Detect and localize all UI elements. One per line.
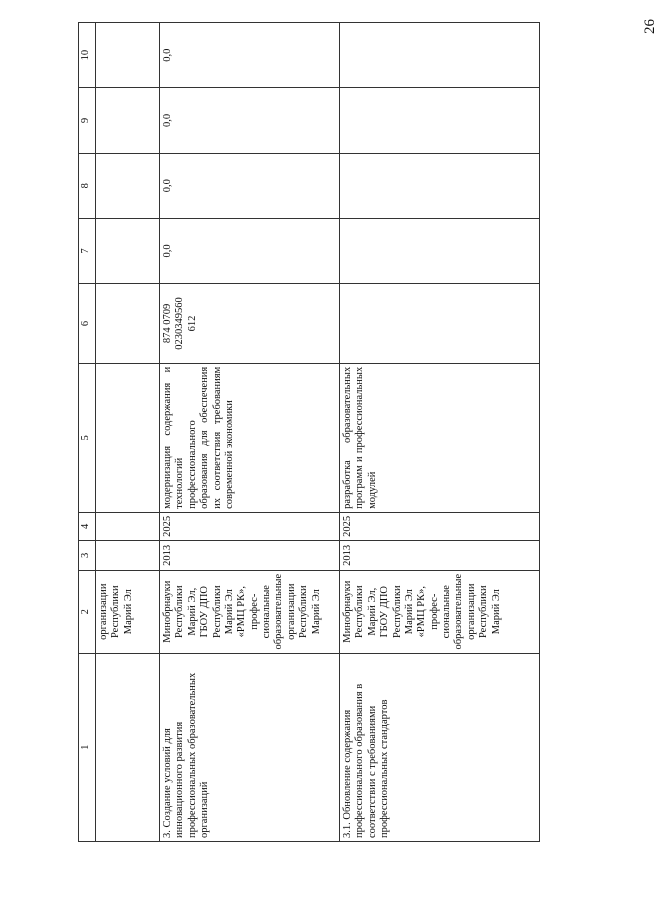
cell-value-9	[340, 88, 540, 153]
cell-line: образовательные	[273, 573, 285, 650]
cell-budget-code	[160, 284, 340, 364]
cell-line: Марий Эл	[490, 589, 502, 635]
cell-line: Марий Эл	[122, 589, 134, 635]
cell-line: Минобрнауки	[162, 580, 173, 643]
cell-line: сиональные	[261, 585, 272, 639]
column-number-row	[79, 23, 96, 842]
cell-line: организации	[465, 583, 477, 640]
cell-line: Республики	[354, 585, 366, 639]
col-header-3: 3	[79, 540, 96, 570]
page-number: 26	[642, 19, 658, 34]
cell-end-year: 2025	[160, 512, 340, 540]
cell-line: 612	[186, 315, 198, 332]
cell-value-9	[96, 88, 160, 153]
cell-line: «РМЦ РК»,	[236, 586, 248, 638]
rotated-sheet	[78, 19, 658, 842]
cell-value-7	[96, 218, 160, 283]
cell-line: Марий Эл,	[366, 587, 378, 636]
cell-executor	[96, 570, 160, 653]
cell-value-7: 0,0	[160, 218, 340, 283]
col-header-10: 10	[79, 23, 96, 88]
program-table	[78, 22, 540, 842]
cell-line: Марий Эл	[223, 589, 235, 635]
cell-line: образовательные	[453, 573, 465, 650]
cell-line: Марий Эл	[403, 589, 415, 635]
cell-value-8: 0,0	[160, 153, 340, 218]
col-header-7: 7	[79, 218, 96, 283]
cell-value-8	[96, 153, 160, 218]
cell-line: Республики	[211, 585, 223, 639]
table-row	[96, 23, 160, 842]
cell-line: ГБОУ ДПО	[379, 585, 391, 638]
cell-line: Республики	[391, 585, 403, 639]
table-row	[160, 23, 340, 842]
cell-value-8	[340, 153, 540, 218]
cell-start-year	[96, 540, 160, 570]
cell-line: Минобрнауки	[342, 580, 353, 643]
cell-executor	[160, 570, 340, 653]
cell-line: Республики	[110, 585, 122, 639]
cell-result: разработка образовательных программ и профессиональных модулей	[340, 363, 540, 512]
cell-end-year	[96, 512, 160, 540]
col-header-6: 6	[79, 284, 96, 364]
cell-line: Марий Эл	[310, 589, 322, 635]
col-header-5: 5	[79, 363, 96, 512]
col-header-8: 8	[79, 153, 96, 218]
col-header-1: 1	[79, 653, 96, 841]
cell-line: Республики	[298, 585, 310, 639]
table-row	[340, 23, 540, 842]
cell-line: профес-	[428, 593, 440, 630]
cell-budget-code	[96, 284, 160, 364]
cell-budget-code	[340, 284, 540, 364]
cell-line: ГБОУ ДПО	[199, 585, 211, 638]
cell-activity: 3. Создание условий для инновационного развития профессиональных образовательных организаций	[160, 653, 340, 841]
col-header-9: 9	[79, 88, 96, 153]
cell-line: организации	[285, 583, 297, 640]
cell-line: 874 0709	[162, 303, 173, 344]
cell-line: профес-	[248, 593, 260, 630]
cell-line: Республики	[478, 585, 490, 639]
cell-line: сиональные	[441, 585, 452, 639]
cell-line: Республики	[174, 585, 186, 639]
cell-executor	[340, 570, 540, 653]
cell-start-year: 2013	[340, 540, 540, 570]
cell-value-7	[340, 218, 540, 283]
cell-line: Марий Эл,	[186, 587, 198, 636]
cell-result	[96, 363, 160, 512]
cell-line: 0230349560	[174, 297, 186, 350]
cell-value-10: 0,0	[160, 23, 340, 88]
cell-value-9: 0,0	[160, 88, 340, 153]
cell-activity	[96, 653, 160, 841]
cell-end-year: 2025	[340, 512, 540, 540]
cell-activity: 3.1. Обновление содержания профессионального образования в соответствии с требованиями профессиональных стандартов	[340, 653, 540, 841]
cell-line: «РМЦ РК»,	[416, 586, 428, 638]
cell-value-10	[340, 23, 540, 88]
cell-start-year: 2013	[160, 540, 340, 570]
cell-value-10	[96, 23, 160, 88]
col-header-2: 2	[79, 570, 96, 653]
cell-line: организации	[98, 583, 109, 640]
cell-result: модернизация содержания и технологий профессионального образования для обеспечения их соответствия требованиям современной экономики	[160, 363, 340, 512]
col-header-4: 4	[79, 512, 96, 540]
